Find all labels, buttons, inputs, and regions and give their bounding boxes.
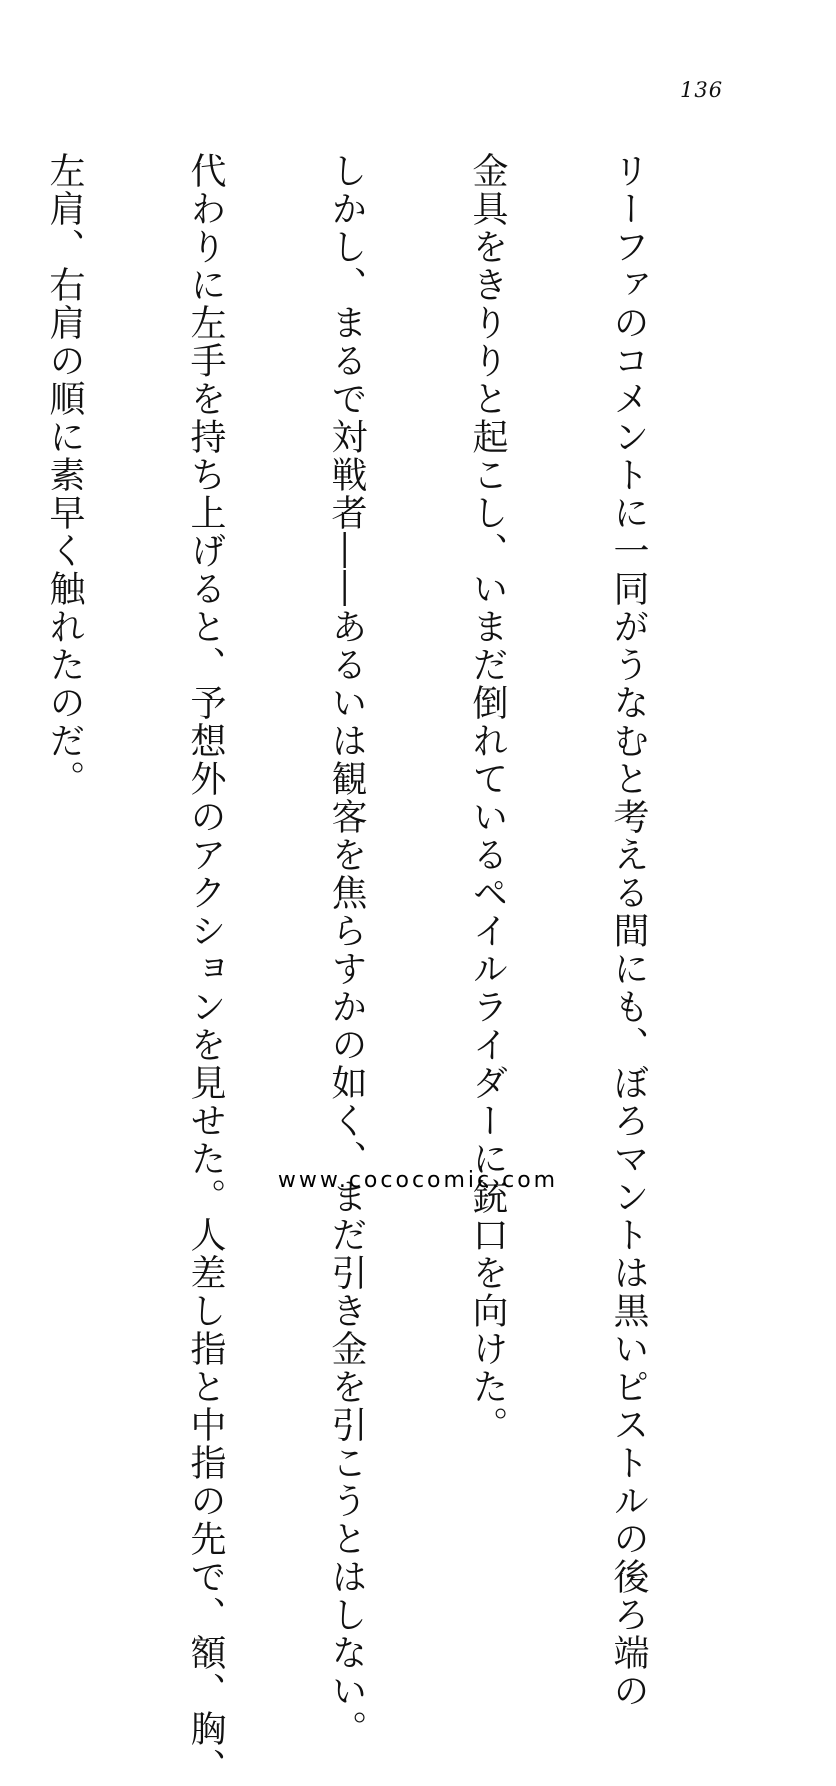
text-line: 代わりに左手を持ち上げると、予想外のアクションを見せた。人差し指と中指の先で、額、胸、	[185, 152, 226, 1786]
text-line: しかし、まるで対戦者――あるいは観客を焦らすかの如く、まだ引き金を引こうとはしない。	[326, 152, 367, 1748]
page-number: 136	[680, 78, 724, 102]
text-line: リーファのコメントに一同がうなむと考える間にも、ぼろマントは黒いピストルの後ろ端の	[608, 152, 649, 1710]
text-line: 金具をきりりと起こし、いまだ倒れているペイルライダーに銃口を向けた。	[467, 152, 508, 1444]
text-line: 左肩、右肩の順に素早く触れたのだ。	[44, 152, 85, 798]
footer-url: www.cococomic.com	[277, 1168, 559, 1193]
